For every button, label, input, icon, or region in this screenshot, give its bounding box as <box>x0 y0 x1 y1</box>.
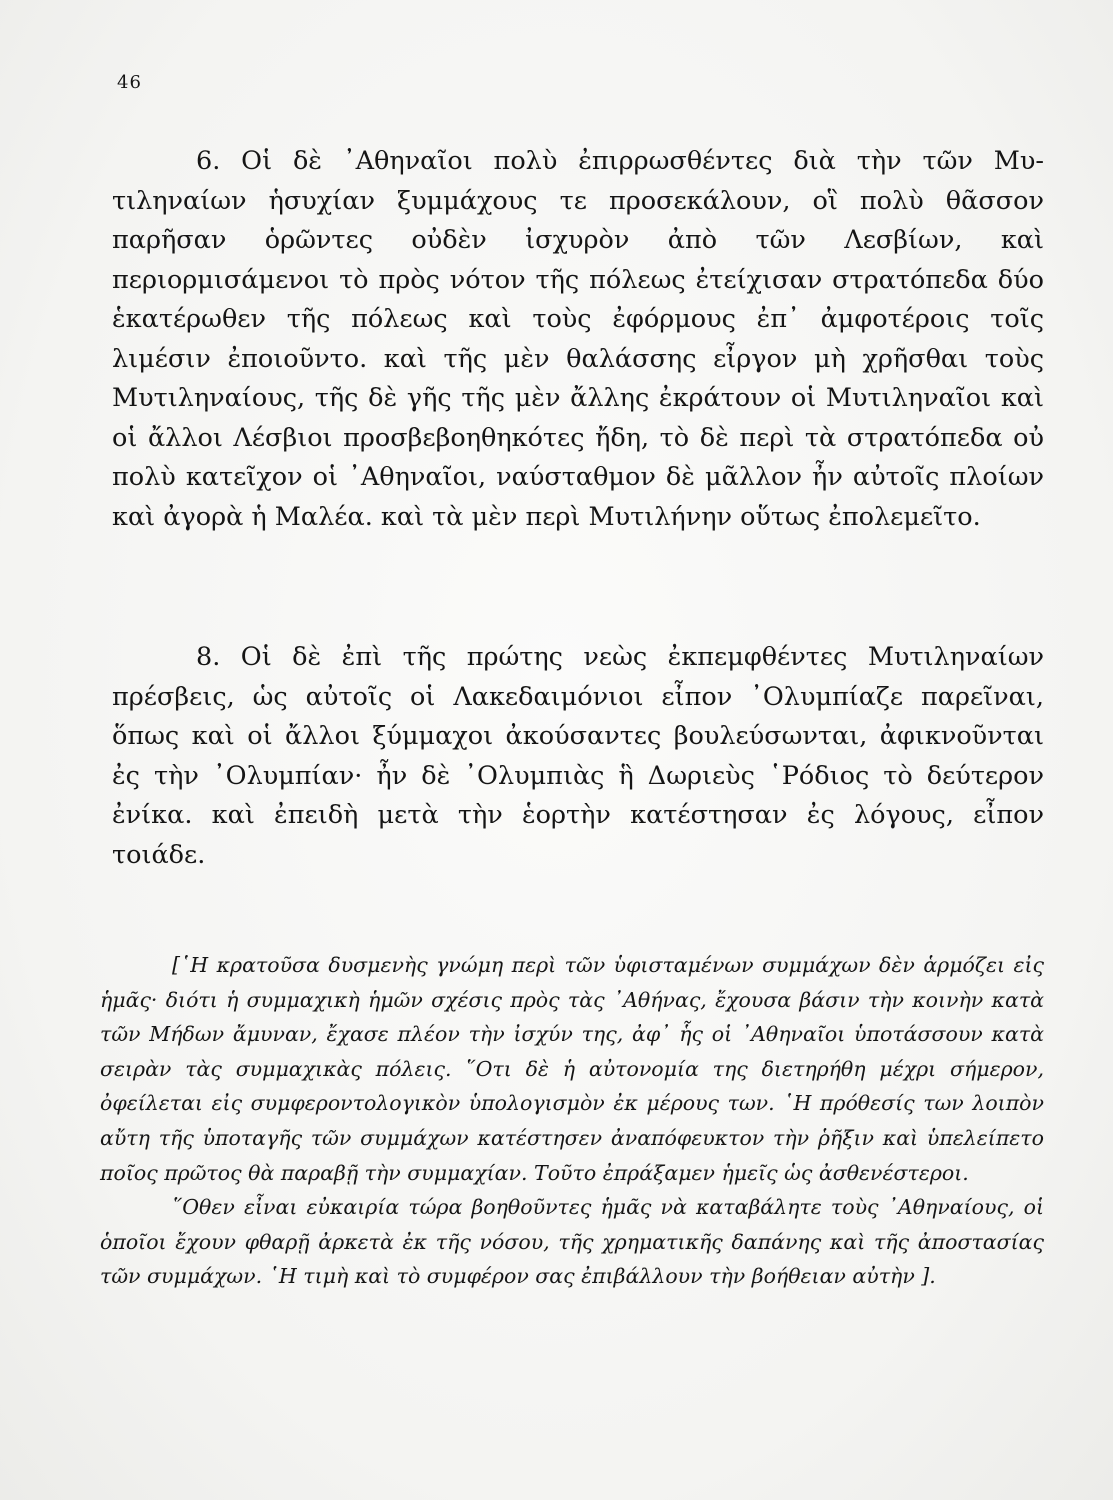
commentary-block <box>100 948 1044 1294</box>
section-6 <box>112 142 1044 537</box>
commentary-paragraph-1: [῾Η κρατοῦσα δυσμενὴς γνώμη περὶ τῶν ὑφισταμένων συμμάχων δὲν ἁρμόζει εἰς ἡμᾶς· διότι ἡ συμμαχικὴ ἡμῶν σχέσις πρὸς τὰς ᾿Αθήνας, ἔχουσα βάσιν τὴν κοινὴν κατὰ τῶν Μήδων ἄμυναν, ἔχασε πλέον τὴν ἰσχύν της, ἀφ᾿ ἧς οἱ ᾿Αθηναῖοι ὑποτάσσουν κατὰ σειρὰν τὰς συμμαχικὰς πόλεις. ῞Οτι δὲ ἡ αὐτονομία της διετηρήθη μέχρι σήμερον, ὀφείλεται εἰς συμφεροντολογικὸν ὑπολογισμὸν ἐκ μέρους των. ῾Η πρόθεσίς των λοιπὸν αὔτη τῆς ὑποταγῆς τῶν συμμάχων κατέστησεν ἀναπόφευκτον τὴν ῥῆξιν καὶ ὑπελείπετο ποῖος πρῶτος θὰ παραβῇ τὴν συμμαχίαν. Τοῦτο ἐπράξαμεν ἡμεῖς ὡς ἀσθενέστεροι. <box>100 953 1044 1185</box>
commentary-paragraph-2: ῞Οθεν εἶναι εὐκαιρία τώρα βοηθοῦντες ἡμᾶς νὰ καταβάλητε τοὺς ᾿Αθηναίους, οἱ ὁποῖοι ἔχουν φθαρῇ ἀρκετὰ ἐκ τῆς νόσου, τῆς χρηματικῆς δαπάνης καὶ τῆς ἀποστασίας τῶν συμμάχων. ῾Η τιμὴ καὶ τὸ συμφέρον σας ἐπιβάλλουν τὴν βοήθειαν αὐτὴν ]. <box>100 1195 1044 1289</box>
section-6-paragraph: 6. Οἱ δὲ ᾿Αθηναῖοι πολὺ ἐπιρρωσθέντες διὰ τὴν τῶν Μυτιληναίων ἡσυχίαν ξυμμάχους τε προσεκάλουν, οἳ πολὺ θᾶσσον παρῆσαν ὁρῶντες οὐδὲν ἰσχυρὸν ἀπὸ τῶν Λεσβίων, καὶ περιορμισάμενοι τὸ πρὸς νότον τῆς πόλεως ἐτείχισαν στρατόπεδα δύο ἑκατέρωθεν τῆς πόλεως καὶ τοὺς ἐφόρμους ἐπ᾿ ἀμφοτέροις τοῖς λιμέσιν ἐποιοῦντο. καὶ τῆς μὲν θαλάσσης εἶργον μὴ χρῆσθαι τοὺς Μυτιληναίους, τῆς δὲ γῆς τῆς μὲν ἄλλης ἐκράτουν οἱ Μυτιληναῖοι καὶ οἱ ἄλλοι Λέσβιοι προσβεβοηθηκότες ἤδη, τὸ δὲ περὶ τὰ στρατόπεδα οὐ πολὺ κατεῖχον οἱ ᾿Αθηναῖοι, ναύσταθμον δὲ μᾶλλον ἦν αὐτοῖς πλοίων καὶ ἀγορὰ ἡ Μαλέα. καὶ τὰ μὲν περὶ Μυτιλήνην οὕτως ἐπολεμεῖτο. <box>112 146 1044 532</box>
section-8-paragraph: 8. Οἱ δὲ ἐπὶ τῆς πρώτης νεὼς ἐκπεμφθέντες Μυτιληναίων πρέσβεις, ὡς αὐτοῖς οἱ Λακεδαιμόνιοι εἶπον ᾿Ολυμπίαζε παρεῖναι, ὅπως καὶ οἱ ἄλλοι ξύμμαχοι ἀκούσαντες βουλεύσωνται, ἀφικνοῦνται ἐς τὴν ᾿Ολυμπίαν· ἦν δὲ ᾿Ολυμπιὰς ἣ Δωριεὺς ῾Ρόδιος τὸ δεύτερον ἐνίκα. καὶ ἐπειδὴ μετὰ τὴν ἑορτὴν κατέστησαν ἐς λόγους, εἶπον τοιάδε. <box>112 642 1044 870</box>
section-8 <box>112 638 1044 875</box>
page-number: 46 <box>117 72 142 93</box>
